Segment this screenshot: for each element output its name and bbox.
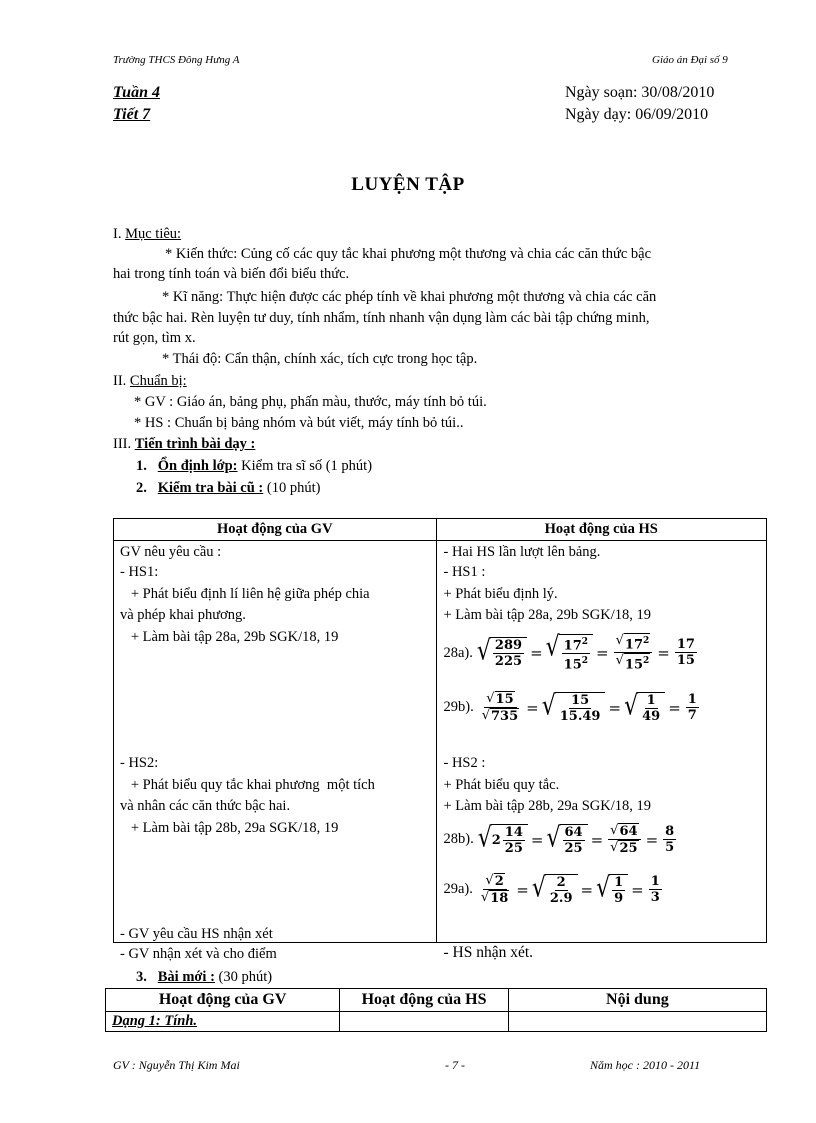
objective-skill-cont: thức bậc hai. Rèn luyện tư duy, tính nhẩm, tính nhanh vận dụng làm các bài tập chứng minh, [113,310,650,326]
dang-1-label: Dạng 1: Tính. [106,1012,340,1032]
equation-29b: 29b). √ 15 √ 735 = √ $\frac{15}{15.49}$ = √ $\frac{1}{49}$ = $\frac{1}{7}$ [443,690,697,724]
eq-term: 9 [614,890,624,906]
step-3: 3. Bài mới : (30 phút) [136,969,273,985]
hs-activity-cell [436,541,767,961]
hs-line: + Làm bài tập 28a, 29b SGK/18, 19 [443,607,652,623]
equation-28b: 28b). √ 2 $\frac{14}{25}$ = √ $\frac{64}{25}$ = √ 64 √ 25 = $\frac{8}{5}$ [443,822,675,856]
eq-term: 3 [650,890,660,905]
eq-term: 17 [624,637,643,653]
eq-term: 1 [687,692,697,707]
step-2: 2. Kiểm tra bài cũ : (10 phút) [136,480,321,496]
eq-term: 64 [564,824,583,840]
eq-term: 2.9 [549,890,573,906]
gv-line: - HS2: [120,755,159,771]
hs-line: - HS2 : [443,755,486,771]
eq-term: 2 [491,832,501,848]
eq-term: 17 [563,637,582,653]
column-header-hs: Hoạt động của HS [340,989,509,1012]
hs-line: - HS nhận xét. [443,944,534,961]
eq-term: 1 [646,692,656,708]
eq-term: 225 [494,653,523,669]
eq-term: 15 [624,657,643,673]
eq-term: 2 [494,874,504,889]
gv-line: - GV yêu cầu HS nhận xét [120,926,273,942]
eq-term: 15 [495,692,514,707]
footer-school-year: Năm học : 2010 - 2011 [590,1058,701,1072]
eq-term: 14 [504,824,523,840]
gv-line: và nhân các căn thức bậc hai. [120,798,291,814]
gv-line: và phép khai phương. [120,607,246,623]
objective-knowledge-cont: hai trong tính toán và biến đổi biểu thức. [113,266,350,282]
objective-skill-cont2: rút gọn, tìm x. [113,330,196,346]
gv-line: + Phát biểu quy tắc khai phương một tích [120,777,375,793]
eq-term: 5 [665,840,675,855]
eq-term: 1 [650,874,660,889]
eq-term: 2 [556,874,566,890]
section-2-heading: II. Chuẩn bị: [113,373,187,389]
eq-term: 8 [665,824,675,839]
gv-line: + Phát biểu định lí liên hệ giữa phép chia [120,586,370,602]
eq-term: 25 [504,840,523,856]
teach-date: Ngày dạy: 06/09/2010 [565,106,709,123]
eq-term: 289 [494,637,523,653]
section-3-heading: III. Tiến trình bài dạy : [113,436,256,452]
eq-term: 25 [564,840,583,856]
gv-line: + Làm bài tập 28b, 29a SGK/18, 19 [120,820,339,836]
equation-label: 29a). [443,881,473,898]
eq-term: 735 [491,709,519,724]
section-1-heading: I. Mục tiêu: [113,226,182,242]
gv-line: - GV nhận xét và cho điểm [120,946,277,962]
prep-gv: * GV : Giáo án, bảng phụ, phấn màu, thước, máy tính bỏ túi. [134,394,487,410]
eq-term: 15 [563,657,582,673]
hs-line: - Hai HS lần lượt lên bảng. [443,544,601,560]
column-header-gv: Hoạt động của GV [114,519,437,541]
equation-label: 28a). [443,644,473,661]
empty-cell [340,1012,509,1032]
eq-term: 64 [619,824,638,839]
equation-28a: 28a). √ $\frac{289}{225}$ = √ $\frac{17^2}{15^2}$ = √ $17^2$ √ $15^2$ = $\frac{17}{15}$ [443,631,695,673]
footer-page-number: - 7 - [445,1058,465,1072]
eq-term: 17 [676,637,695,653]
hs-line: + Phát biểu quy tắc. [443,777,560,793]
empty-cell [508,1012,766,1032]
week-label: Tuần 4 [113,84,160,101]
column-header-content: Nội dung [508,989,766,1012]
prep-hs: * HS : Chuẩn bị bảng nhóm và bút viết, máy tính bỏ túi.. [134,415,464,431]
prep-date: Ngày soạn: 30/08/2010 [565,84,715,101]
page-title: LUYỆN TẬP [351,174,465,195]
objective-attitude: * Thái độ: Cẩn thận, chính xác, tích cực trong học tập. [162,351,478,367]
equation-29a: 29a). √ 2 √ 18 = √ $\frac{2}{2.9}$ = √ $\frac{1}{9}$ = $\frac{1}{3}$ [443,872,660,906]
column-header-hs: Hoạt động của HS [436,519,767,541]
gv-line: - HS1: [120,564,159,580]
column-header-gv: Hoạt động của GV [106,989,340,1012]
objective-skill: * Kĩ năng: Thực hiện được các phép tính về khai phương một thương và chia các căn [162,289,657,305]
eq-term: 7 [687,708,697,723]
eq-term: 1 [614,874,624,890]
eq-term: 18 [490,891,509,906]
hs-line: - HS1 : [443,564,486,580]
eq-term: 15 [676,653,695,669]
objective-knowledge: * Kiến thức: Củng cố các quy tắc khai phương một thương và chia các căn thức bậc [165,246,652,262]
school-name: Trường THCS Đông Hưng A [113,54,240,66]
gv-activity-cell [114,541,437,962]
subject-name: Giáo án Đại số 9 [652,54,728,66]
gv-line: GV nêu yêu cầu : [120,544,222,560]
eq-term: 25 [619,841,638,856]
step-1: 1. Ổn định lớp: Kiểm tra sĩ số (1 phút) [136,458,373,474]
period-label: Tiết 7 [113,106,151,123]
hs-line: + Phát biểu định lý. [443,586,558,602]
footer-teacher: GV : Nguyễn Thị Kim Mai [113,1058,240,1072]
eq-term: 15.49 [559,708,601,724]
eq-term: 49 [642,708,661,724]
review-activity-table [113,518,767,962]
equation-label: 28b). [443,831,474,848]
new-lesson-table [105,988,767,1032]
eq-term: 15 [571,692,590,708]
gv-line: + Làm bài tập 28a, 29b SGK/18, 19 [120,629,339,645]
hs-line: + Làm bài tập 28b, 29a SGK/18, 19 [443,798,652,814]
equation-label: 29b). [443,699,474,716]
